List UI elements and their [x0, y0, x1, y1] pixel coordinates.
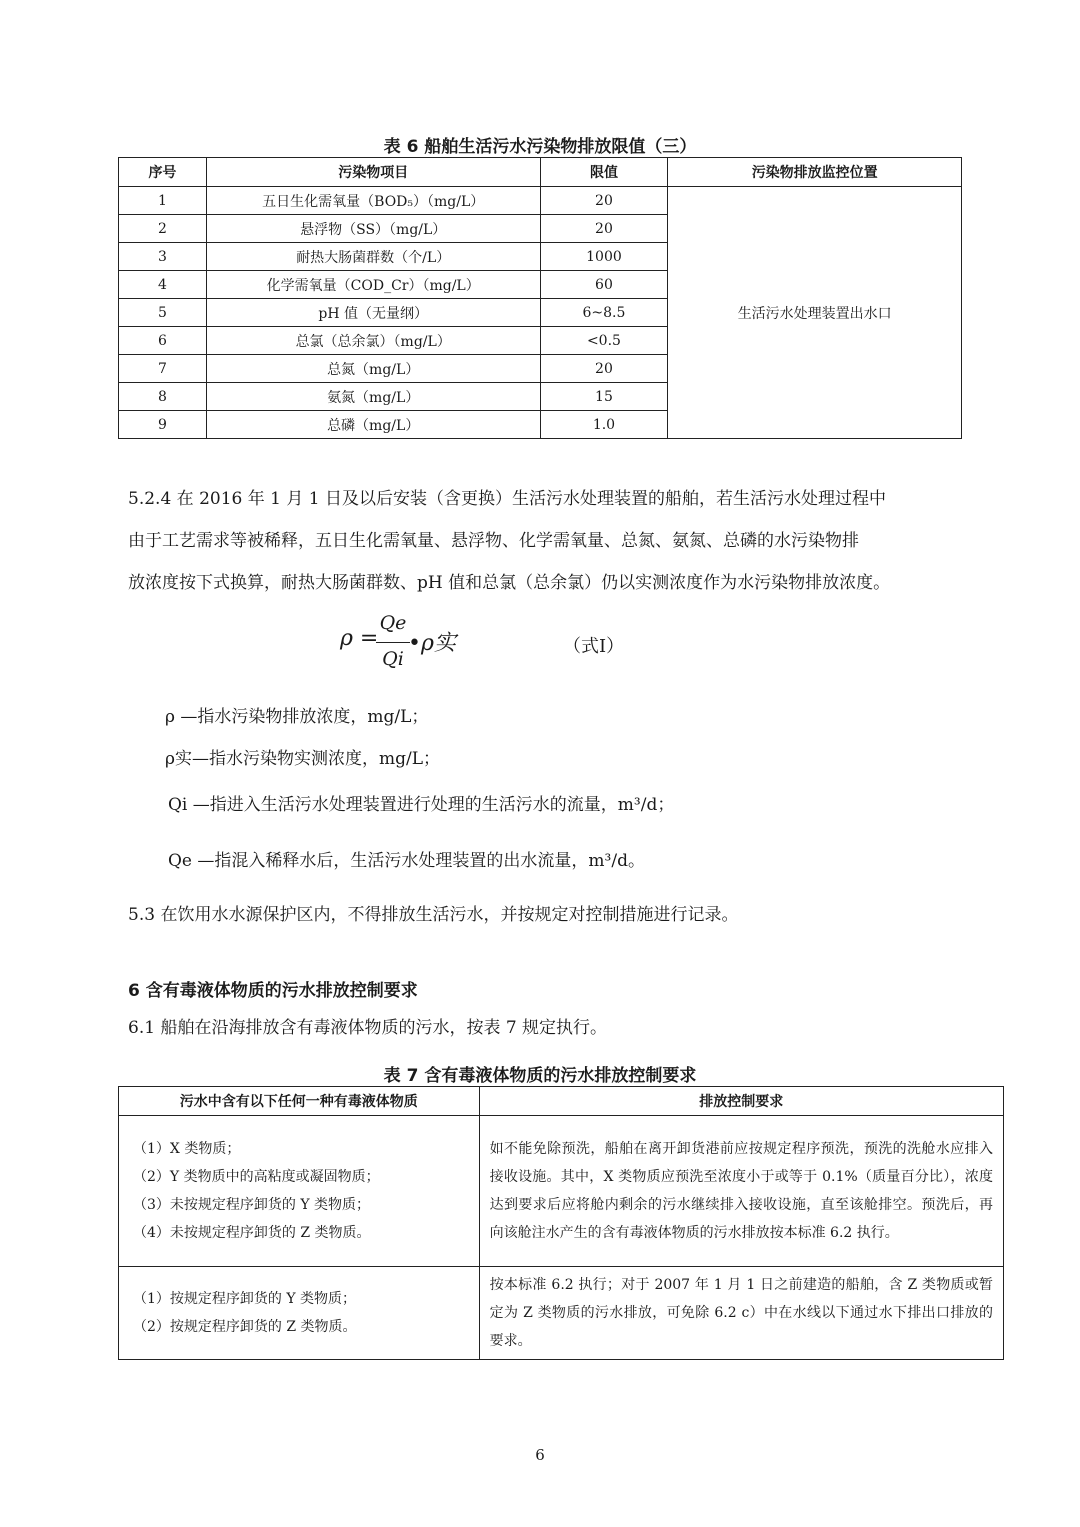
table6-header-row: [119, 158, 962, 187]
table-row: [119, 187, 962, 215]
definition-qe: Qe —指混入稀释水后，生活污水处理装置的出水流量，m³/d。: [168, 851, 645, 871]
row-item: pH 值（无量纲）: [206, 299, 540, 327]
row-limit: <0.5: [540, 327, 668, 355]
table7-header-substances: 污水中含有以下任何一种有毒液体物质: [119, 1087, 480, 1116]
definition-rho: ρ —指水污染物排放浓度，mg/L；: [165, 707, 429, 727]
substances-cell: [119, 1267, 480, 1360]
row-no: 9: [119, 411, 207, 439]
table6-header-item: 污染物项目: [206, 158, 540, 187]
table6-header-location: 污染物排放监控位置: [668, 158, 962, 187]
row-no: 4: [119, 271, 207, 299]
row-limit: 15: [540, 383, 668, 411]
row-item: 总氮（mg/L）: [206, 355, 540, 383]
row-limit: 20: [540, 215, 668, 243]
paragraph-line: 5.2.4 在 2016 年 1 月 1 日及以后安装（含更换）生活污水处理装置的船舶，若生活污水处理过程中: [128, 489, 886, 509]
row-item: 耐热大肠菌群数（个/L）: [206, 243, 540, 271]
formula-lhs: ρ =: [340, 626, 379, 651]
formula-label: （式I）: [563, 636, 625, 657]
formula-rhs: •ρ实: [408, 631, 456, 656]
row-limit: 20: [540, 355, 668, 383]
substance-item: （2）Y 类物质中的高粘度或凝固物质；: [133, 1169, 380, 1185]
section-5-2-4: [128, 478, 958, 604]
row-limit: 20: [540, 187, 668, 215]
paragraph-line: 由于工艺需求等被稀释，五日生化需氧量、悬浮物、化学需氧量、总氮、氨氮、总磷的水污染物排: [128, 531, 859, 551]
requirement-cell: 如不能免除预洗，船舶在离开卸货港前应按规定程序预洗，预洗的洗舱水应排入接收设施。其中，X 类物质应预洗至浓度小于或等于 0.1%（质量百分比），浓度达到要求后应将舱内剩余的污水继续排入接收设施，直至该舱排空。预洗后，再向该舱注水产生的含有毒液体物质的污水排放按本标准 6.2 执行。: [479, 1116, 1003, 1267]
formula-denominator: Qi: [382, 648, 404, 670]
requirement-cell: 按本标准 6.2 执行；对于 2007 年 1 月 1 日之前建造的船舶，含 Z 类物质或暂定为 Z 类物质的污水排放，可免除 6.2 c）中在水线以下通过水下排出口排放的要求。: [479, 1267, 1003, 1360]
substance-item: （2）按规定程序卸货的 Z 类物质。: [133, 1319, 357, 1335]
row-limit: 60: [540, 271, 668, 299]
substance-item: （3）未按规定程序卸货的 Y 类物质；: [133, 1197, 371, 1213]
row-no: 2: [119, 215, 207, 243]
substances-cell: [119, 1116, 480, 1267]
page-number: 6: [535, 1446, 545, 1464]
row-limit: 1.0: [540, 411, 668, 439]
substance-item: （1）X 类物质；: [133, 1141, 241, 1157]
table-row: [119, 1267, 1004, 1360]
definition-qi: Qi —指进入生活污水处理装置进行处理的生活污水的流量，m³/d；: [168, 795, 675, 815]
table6-caption: 表 6 船舶生活污水污染物排放限值（三）: [383, 137, 697, 157]
row-no: 3: [119, 243, 207, 271]
paragraph-line: 放浓度按下式换算，耐热大肠菌群数、pH 值和总氯（总余氯）仍以实测浓度作为水污染物排放浓度。: [128, 573, 891, 593]
table7-header-requirement: 排放控制要求: [479, 1087, 1003, 1116]
row-item: 总磷（mg/L）: [206, 411, 540, 439]
formula-numerator: Qe: [379, 612, 407, 634]
row-no: 6: [119, 327, 207, 355]
monitoring-location: 生活污水处理装置出水口: [668, 187, 962, 439]
table6-header-limit: 限值: [540, 158, 668, 187]
section-6-1: 6.1 船舶在沿海排放含有毒液体物质的污水，按表 7 规定执行。: [128, 1018, 608, 1038]
row-item: 氨氮（mg/L）: [206, 383, 540, 411]
section-6-heading: 6 含有毒液体物质的污水排放控制要求: [128, 981, 418, 1001]
table7-header-row: [119, 1087, 1004, 1116]
table7: [118, 1086, 1004, 1360]
row-no: 8: [119, 383, 207, 411]
section-5-3: 5.3 在饮用水水源保护区内，不得排放生活污水，并按规定对控制措施进行记录。: [128, 905, 739, 925]
row-item: 五日生化需氧量（BOD₅）（mg/L）: [206, 187, 540, 215]
definition-rho-measured: ρ实—指水污染物实测浓度，mg/L；: [165, 749, 441, 769]
row-item: 悬浮物（SS）（mg/L）: [206, 215, 540, 243]
row-item: 总氯（总余氯）（mg/L）: [206, 327, 540, 355]
row-limit: 1000: [540, 243, 668, 271]
row-no: 7: [119, 355, 207, 383]
table6: [118, 157, 962, 439]
row-no: 5: [119, 299, 207, 327]
substance-item: （4）未按规定程序卸货的 Z 类物质。: [133, 1225, 371, 1241]
fraction-bar: [376, 642, 410, 643]
table-row: [119, 1116, 1004, 1267]
row-no: 1: [119, 187, 207, 215]
row-item: 化学需氧量（COD_Cr）（mg/L）: [206, 271, 540, 299]
row-limit: 6~8.5: [540, 299, 668, 327]
table7-caption: 表 7 含有毒液体物质的污水排放控制要求: [383, 1066, 697, 1086]
table6-header-no: 序号: [119, 158, 207, 187]
substance-item: （1）按规定程序卸货的 Y 类物质；: [133, 1291, 357, 1307]
